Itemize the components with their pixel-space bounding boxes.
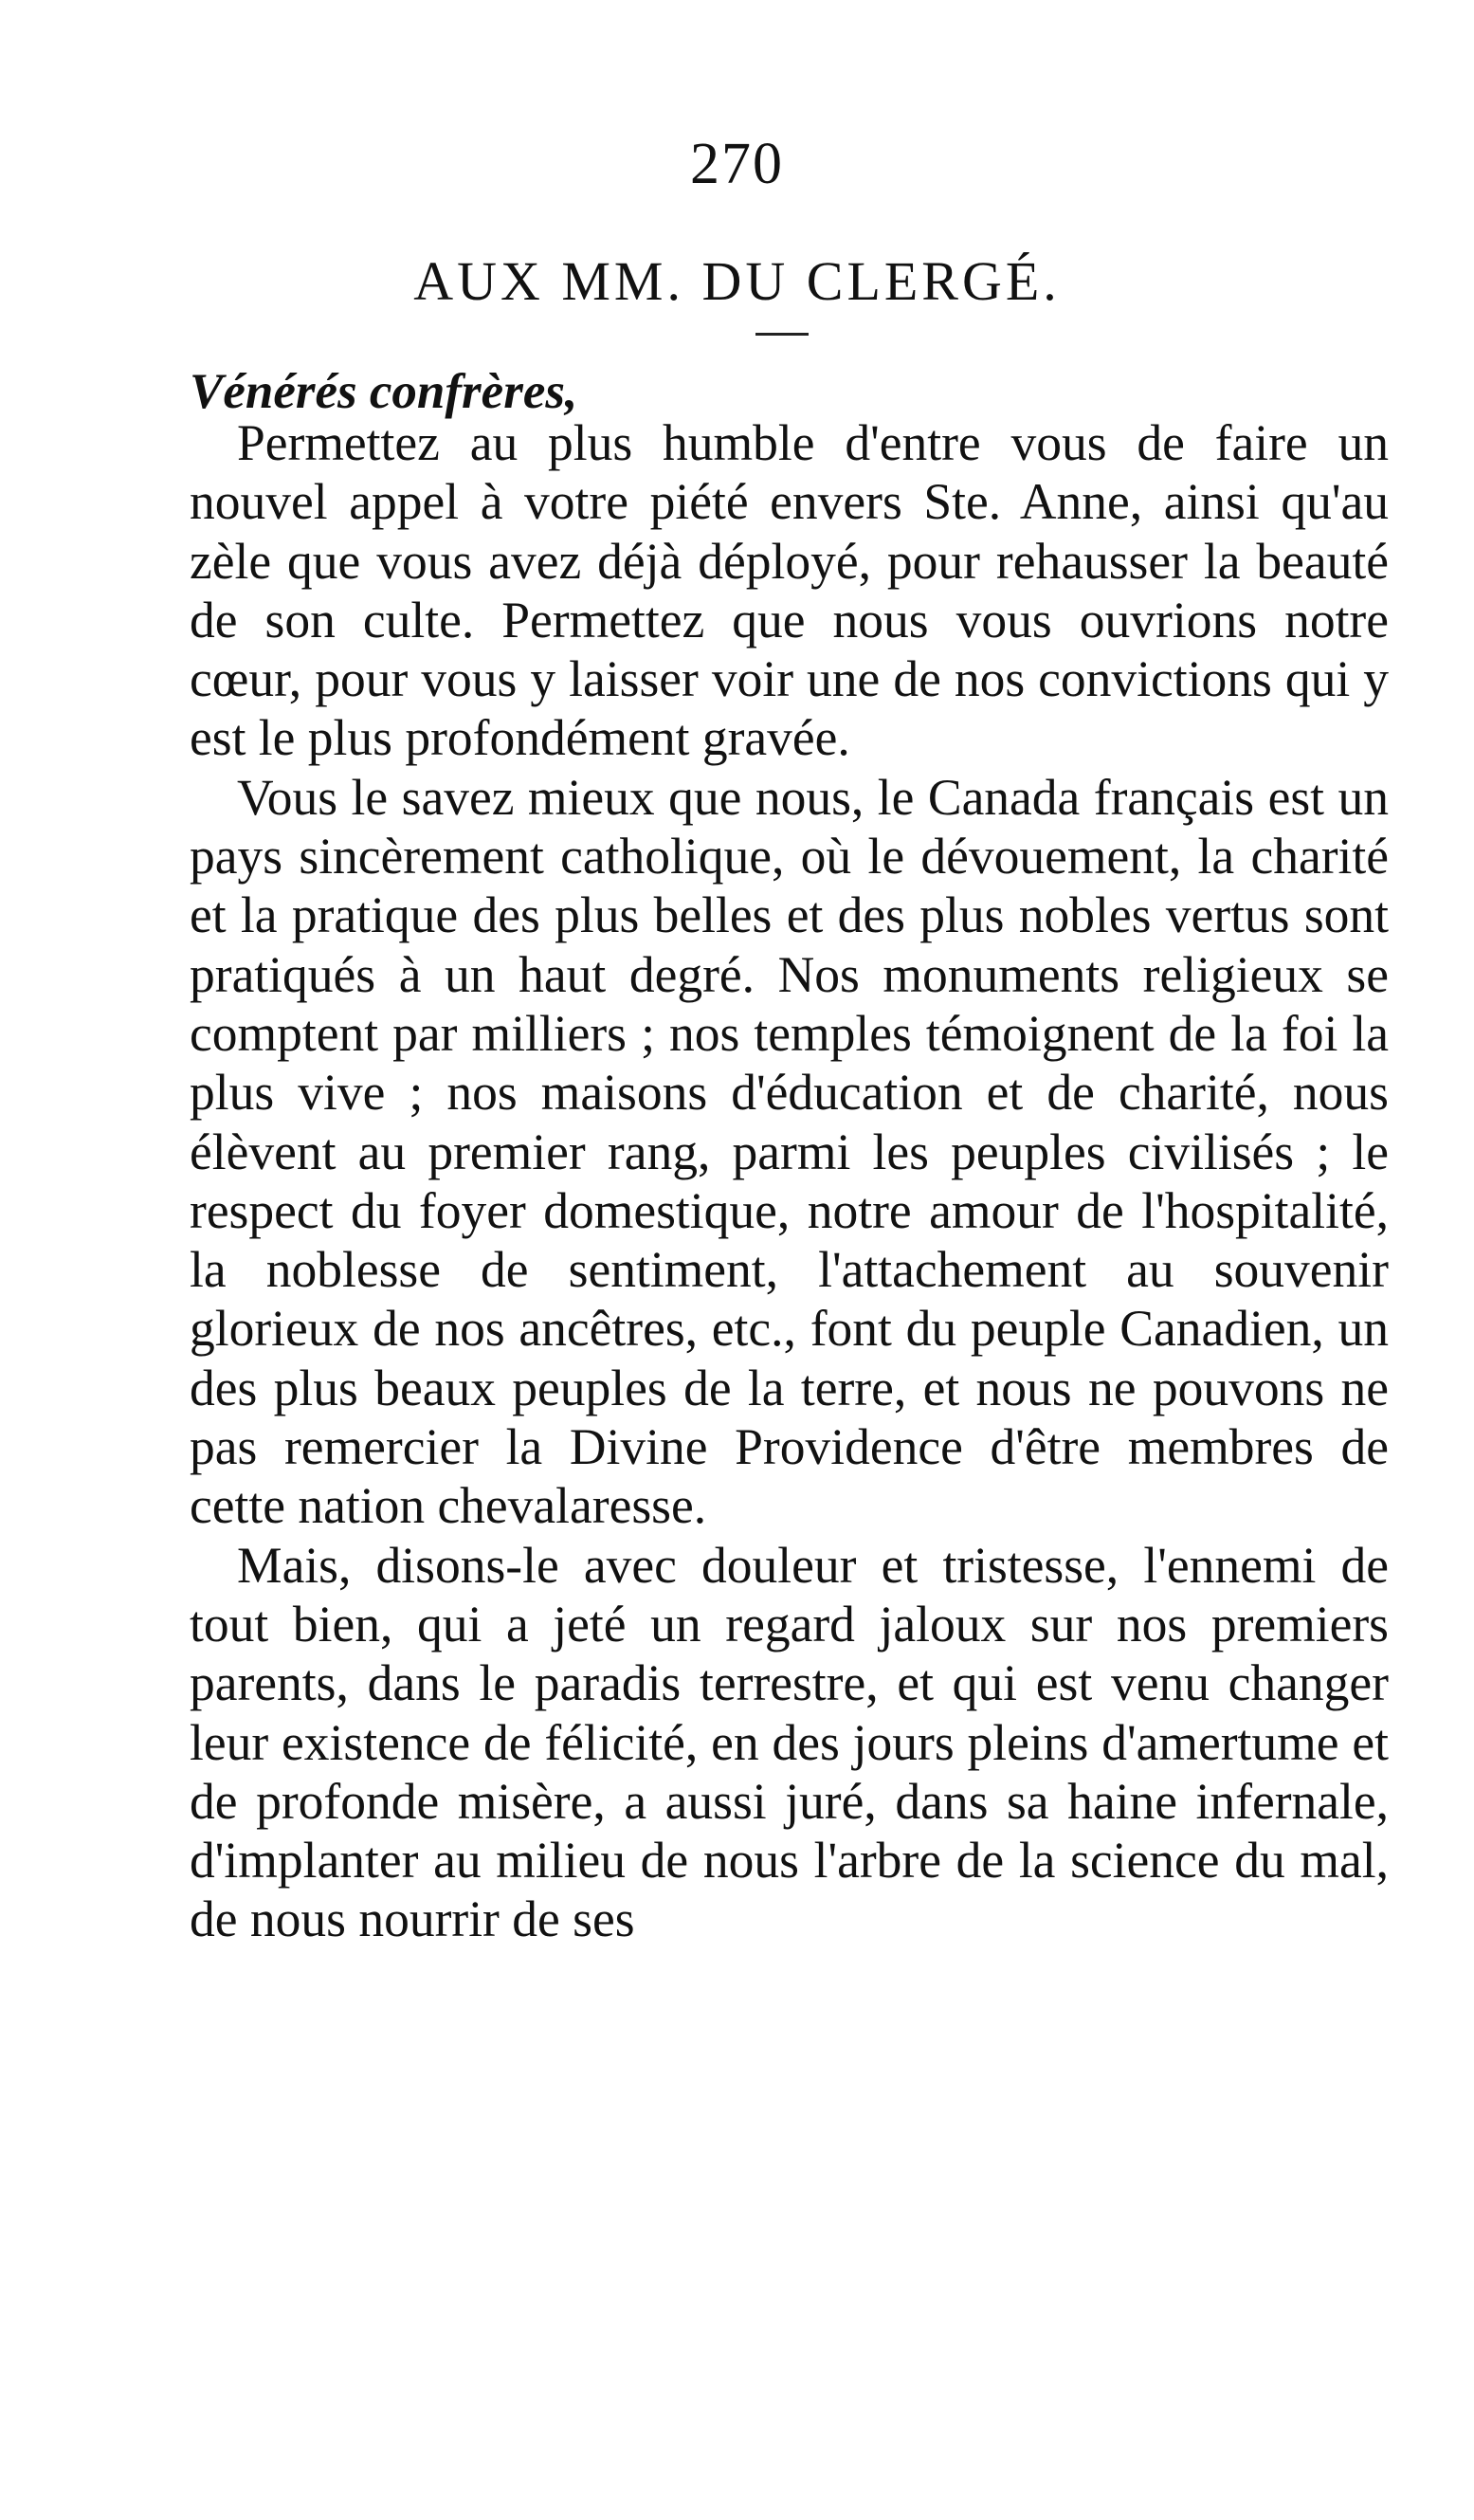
paragraph-3: Mais, disons-le avec douleur et tristesse, l'ennemi de tout bien, qui a jeté un regard jaloux sur nos premiers parents, dans le paradis terrestre, et qui est venu changer leur existence de félicité, en des jours pleins d'amertume et de profonde misère, a aussi juré, dans sa haine infernale, d'implanter au milieu de nous l'arbre de la science du mal, de nous nourrir de ses bbox=[190, 1536, 1389, 1948]
paragraph-1: Permettez au plus humble d'entre vous de faire un nouvel appel à votre piété envers Ste. Anne, ainsi qu'au zèle que vous avez déjà déployé, pour rehausser la beauté de son culte. Permettez que nous vous ouvrions notre cœur, pour vous y laisser voir une de nos convictions qui y est le plus profondément gravée. bbox=[190, 414, 1389, 767]
salutation: Vénérés confrères, bbox=[190, 364, 578, 419]
page-heading: AUX MM. DU CLERGÉ. bbox=[413, 250, 1061, 312]
paragraph-2: Vous le savez mieux que nous, le Canada français est un pays sincèrement catholique, où le dévouement, la charité et la pratique des plus belles et des plus nobles vertus sont pratiqués à un haut degré. Nos monuments religieux se comptent par milliers ; nos temples témoignent de la foi la plus vive ; nos maisons d'éducation et de charité, nous élèvent au premier rang, parmi les peuples civilisés ; le respect du foyer domestique, notre amour de l'hospitalité, la noblesse de sentiment, l'attachement au souvenir glorieux de nos ancêtres, etc., font du peuple Canadien, un des plus beaux peuples de la terre, et nous ne pouvons ne pas remercier la Divine Providence d'être membres de cette nation chevalaresse. bbox=[190, 768, 1389, 1535]
heading-divider bbox=[755, 333, 809, 336]
body-text bbox=[190, 413, 1389, 1949]
page-number: 270 bbox=[690, 132, 784, 196]
